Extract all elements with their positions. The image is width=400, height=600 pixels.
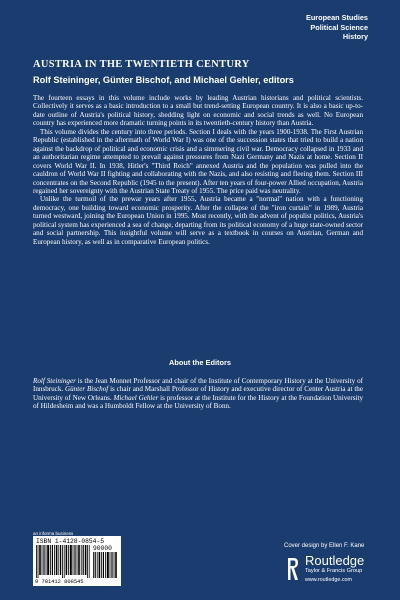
- editor-name: Rolf Steininger: [33, 377, 76, 385]
- description-paragraph: The fourteen essays in this volume include works by leading Austrian historians and political scientists. Collectively it serves as a basic introduction to a small but trend-setting European country. It is also a basic up-to-date outline of Austria's political history, shedding light on economic and social trends as well. No European country has experienced more dramatic turning points in its twentieth-century history than Austria.: [33, 94, 363, 128]
- description: [33, 94, 363, 246]
- barcode-bars: [36, 545, 91, 578]
- editor-name: Michael Gehler: [113, 393, 159, 402]
- category-history: History: [342, 32, 368, 41]
- informa-tagline: an informa business: [33, 531, 74, 536]
- editors-bio: [33, 377, 363, 411]
- editor-bio-text: is chair and Marshall Professor of History and executive director of Center Austria at the University of New Orleans.: [33, 385, 363, 402]
- barcode-number: 9 781412 808545: [35, 579, 84, 585]
- description-paragraph: This volume divides the century into three periods. Section I deals with the years 1900-1938. The First Austrian Republic (established in the aftermath of World War I) was one of the succession states that tried to build a nation against the backdrop of political and economic crisis and a simmering civil war. Democracy collapsed in 1933 and an authoritarian regime attempted to prevail against pressures from Nazi Germany and Nazis at home. Section II covers World War II. In 1938, Hitler's "Third Reich" annexed Austria and the population was pulled into the cauldron of World War II fighting and collaborating with the Nazis, and also resisting and fleeing them. Section III concentrates on the Second Republic (1945 to the present). After ten years of four-power Allied occupation, Austria regained her sovereignty with the Austrian State Treaty of 1955. The price paid was neutrality.: [33, 127, 363, 195]
- price-barcode-bars: [93, 552, 118, 578]
- editors-bio-paragraph: [33, 377, 363, 411]
- publisher-name: Routledge: [305, 553, 365, 568]
- cover-design-credit: Cover design by Ellen F. Kane: [284, 543, 365, 549]
- description-paragraph: Unlike the turmoil of the prewar years after 1955, Austria became a "normal" nation with a functioning democracy, one building toward economic prosperity. After the collapse of the "iron curtain" in 1989, Austria turned westward, joining the European Union in 1995. Most recently, with the advent of populist politics, Austria's political system has experienced a sea of change, departing from its political economy of a huge state-owned sector and social partnership. This insightful volume will serve as a textbook in courses on Austrian, German and European history, as well as in comparative European politics.: [33, 195, 363, 246]
- isbn-label: ISBN 1-4128-0854-5: [36, 538, 105, 545]
- category-political-science: Political Science: [310, 22, 368, 32]
- barcode: [33, 536, 121, 586]
- editor-bio-text: is professor at the Institute for the History at the Foundation University of Hildesheim and was a Humboldt Fellow at the University of Bonn.: [33, 393, 363, 411]
- editor-name: Günter Bischof: [65, 385, 109, 394]
- subject-categories: [306, 13, 368, 42]
- editors-heading: About the Editors: [169, 358, 231, 367]
- price-code: 90000: [93, 545, 112, 552]
- publisher-group: Taylor & Francis Group: [305, 568, 363, 574]
- routledge-logo-icon: [286, 556, 299, 582]
- book-title: AUSTRIA IN THE TWENTIETH CENTURY: [33, 59, 250, 70]
- category-european-studies: European Studies: [305, 13, 368, 22]
- publisher-url[interactable]: www.routledge.com: [305, 577, 353, 583]
- editor-bio-text: is the Jean Monnet Professor and chair of the Institute of Contemporary History at the University of Innsbruck.: [33, 377, 363, 394]
- book-editors: Rolf Steininger, Günter Bischof, and Michael Gehler, editors: [33, 75, 294, 85]
